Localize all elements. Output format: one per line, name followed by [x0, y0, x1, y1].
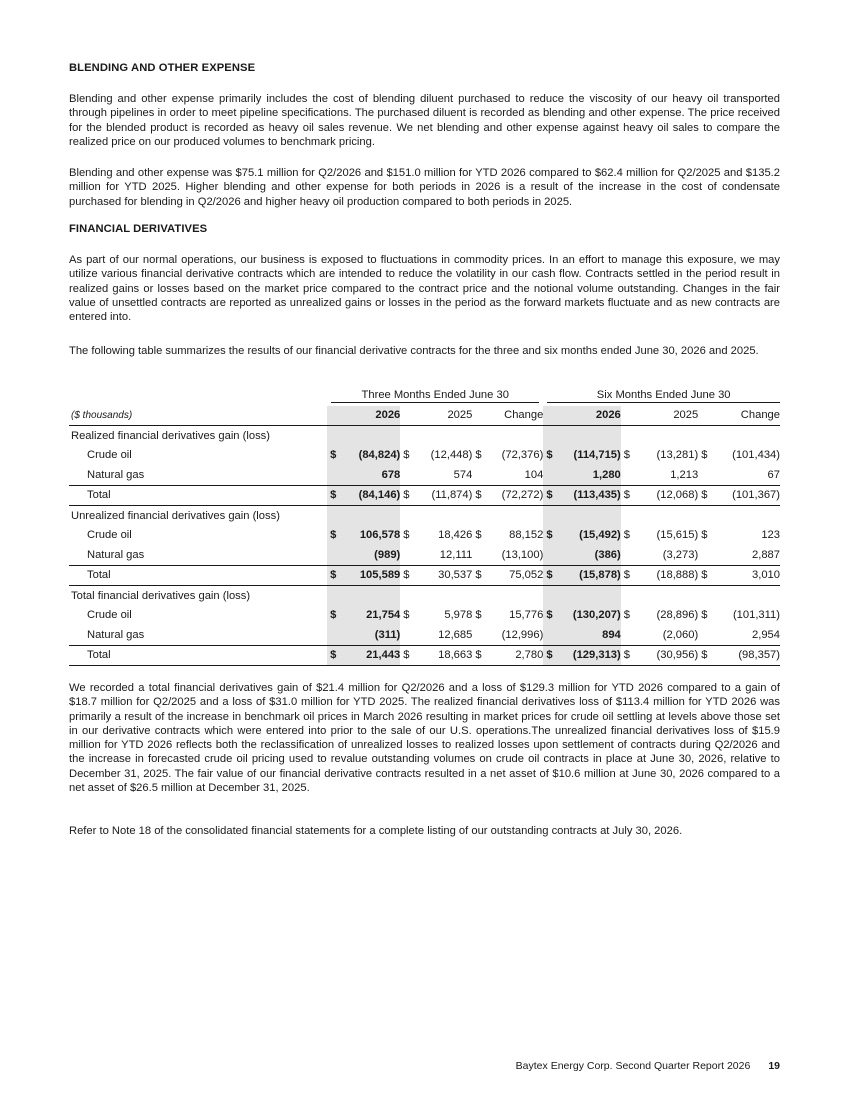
- table-row: [69, 446, 780, 466]
- value-ych: 2,954: [752, 628, 780, 641]
- value-q25: 18,663: [413, 645, 472, 666]
- value-y26: (130,207): [556, 606, 621, 626]
- empty-cell: [472, 506, 485, 526]
- value-q25: (11,874): [413, 485, 472, 506]
- dollar-sign: [327, 625, 340, 645]
- value-q26: (989): [340, 545, 400, 565]
- value-q25: 5,978: [444, 609, 473, 622]
- table-total-row: [69, 565, 780, 586]
- group-title: Unrealized financial derivatives gain (loss): [71, 509, 280, 522]
- shade-cell: [327, 506, 340, 526]
- value-ych: (101,434): [732, 449, 780, 462]
- derivatives-table: [69, 386, 780, 666]
- empty-cell: [698, 586, 711, 606]
- dollar-sign: $: [701, 529, 708, 542]
- shade-cell: [543, 506, 556, 526]
- dollar-sign: $: [475, 609, 482, 622]
- value-ych: (101,367): [711, 485, 780, 506]
- dollar-sign: $: [623, 609, 630, 622]
- value-q25: 12,111: [439, 548, 473, 561]
- empty-cell: [485, 506, 543, 526]
- dollar-sign: $: [623, 449, 630, 462]
- value-q25: 574: [453, 468, 473, 481]
- empty-cell: [413, 506, 472, 526]
- value-y26: (114,715): [556, 446, 621, 466]
- row-label: Total: [69, 645, 327, 666]
- value-q25: (12,448): [430, 449, 473, 462]
- table-row: [69, 606, 780, 626]
- value-y25: 1,213: [670, 468, 699, 481]
- empty-cell: [711, 506, 780, 526]
- value-ych: (101,311): [732, 609, 780, 622]
- value-qch: 15,776: [509, 609, 544, 622]
- value-y25: (28,896): [656, 609, 699, 622]
- dollar-sign: [400, 545, 413, 565]
- value-ych: 2,887: [752, 548, 780, 561]
- paragraph-blending-1: Blending and other expense primarily includes the cost of blending diluent purchased to reduce the viscosity of our heavy oil transported through pipelines in order to meet pipeline specifications. The purchased diluent is recorded as blending and other expense. The price received for the blended product is recorded as heavy oil sales revenue. We net blending and other expense against heavy oil sales to compare the realized price on our produced volumes to benchmark pricing.: [69, 93, 780, 148]
- value-qch: (72,376): [501, 449, 544, 462]
- empty-cell: [400, 426, 413, 446]
- table-row: [69, 465, 780, 485]
- empty-cell: [485, 586, 543, 606]
- dollar-sign: $: [543, 485, 556, 506]
- dollar-sign: $: [543, 526, 556, 546]
- value-y26: (129,313): [556, 645, 621, 666]
- value-ych: (98,357): [711, 645, 780, 666]
- value-y25: (3,273): [662, 548, 699, 561]
- empty-cell: [634, 586, 699, 606]
- units-label: ($ thousands): [69, 406, 327, 426]
- dollar-sign: $: [327, 565, 340, 586]
- dollar-sign: [472, 545, 485, 565]
- empty-cell: [400, 586, 413, 606]
- six-months-header: Six Months Ended June 30: [547, 389, 780, 403]
- value-qch: (72,272): [485, 485, 543, 506]
- col-header-q2025: 2025: [413, 406, 472, 426]
- section-heading-derivatives: FINANCIAL DERIVATIVES: [69, 223, 208, 235]
- dollar-sign: [543, 465, 556, 485]
- value-q26: 21,754: [340, 606, 400, 626]
- dollar-sign: $: [400, 565, 413, 586]
- row-label: Natural gas: [87, 628, 145, 641]
- dollar-sign: [543, 625, 556, 645]
- group-title: Total financial derivatives gain (loss): [71, 589, 251, 602]
- dollar-sign: $: [701, 449, 708, 462]
- dollar-sign: $: [403, 449, 410, 462]
- table-group-title-row: [69, 506, 780, 526]
- dollar-sign: $: [543, 606, 556, 626]
- dollar-sign: [472, 625, 485, 645]
- shade-cell: [340, 586, 400, 606]
- dollar-sign: [698, 465, 711, 485]
- value-q26: 21,443: [340, 645, 400, 666]
- table-total-row: [69, 485, 780, 506]
- dollar-sign: [543, 545, 556, 565]
- dollar-sign: [400, 625, 413, 645]
- value-q25: 12,685: [438, 628, 473, 641]
- value-y26: (15,492): [556, 526, 621, 546]
- value-y25: (15,615): [656, 529, 699, 542]
- empty-cell: [472, 426, 485, 446]
- empty-cell: [634, 506, 699, 526]
- dollar-sign: $: [475, 529, 482, 542]
- table-group-header-row: [69, 386, 780, 406]
- value-q26: (84,824): [340, 446, 400, 466]
- value-ych: 123: [761, 529, 780, 542]
- table-row: [69, 625, 780, 645]
- dollar-sign: $: [327, 606, 340, 626]
- row-label: Natural gas: [87, 548, 145, 561]
- value-ych: 3,010: [711, 565, 780, 586]
- dollar-sign: [698, 625, 711, 645]
- row-label: Natural gas: [87, 468, 145, 481]
- dollar-sign: $: [621, 485, 634, 506]
- value-y26: (113,435): [556, 485, 621, 506]
- dollar-sign: $: [701, 609, 708, 622]
- empty-cell: [621, 586, 634, 606]
- shade-cell: [340, 506, 400, 526]
- empty-cell: [634, 426, 699, 446]
- page-number: 19: [768, 1060, 780, 1072]
- dollar-sign: [698, 545, 711, 565]
- empty-cell: [400, 506, 413, 526]
- dollar-sign: [621, 545, 634, 565]
- table-total-row: [69, 645, 780, 666]
- row-label: Crude oil: [87, 529, 132, 542]
- paragraph-derivatives-1: As part of our normal operations, our business is exposed to fluctuations in commodity prices. In an effort to manage this exposure, we may utilize various financial derivative contracts which are intended to reduce the volatility in our cash flow. Contracts settled in the period result in realized gains or losses based on the market price compared to the contract price and the notional volume outstanding. Changes in the fair value of unsettled contracts are reported as unrealized gains or losses in the period as the forward markets fluctuate and as new contracts are entered into.: [69, 254, 780, 324]
- dollar-sign: $: [621, 645, 634, 666]
- col-header-q2026: 2026: [340, 406, 400, 426]
- table-row: [69, 526, 780, 546]
- value-y25: (13,281): [656, 449, 699, 462]
- dollar-sign: $: [400, 645, 413, 666]
- col-header-y2026: 2026: [556, 406, 621, 426]
- dollar-sign: $: [327, 645, 340, 666]
- page-footer: [516, 1060, 780, 1072]
- dollar-sign: $: [472, 645, 485, 666]
- paragraph-derivatives-4: Refer to Note 18 of the consolidated financial statements for a complete listing of our outstanding contracts at July 30, 2026.: [69, 825, 683, 837]
- dollar-sign: $: [543, 446, 556, 466]
- row-label: Crude oil: [87, 609, 132, 622]
- paragraph-blending-2: Blending and other expense was $75.1 million for Q2/2026 and $151.0 million for YTD 2026 compared to $62.4 million for Q2/2025 and $135.2 million for YTD 2025. Higher blending and other expense for both periods in 2026 is a result of the increase in the cost of condensate purchased for blending in Q2/2026 and higher heavy oil production compared to both periods in 2025.: [69, 167, 780, 208]
- dollar-sign: $: [472, 565, 485, 586]
- value-y26: 894: [556, 625, 621, 645]
- shade-cell: [556, 586, 621, 606]
- dollar-sign: [327, 545, 340, 565]
- col-header-ychange: Change: [711, 406, 780, 426]
- table-column-header-row: [69, 406, 780, 426]
- row-label: Total: [69, 485, 327, 506]
- empty-cell: [413, 586, 472, 606]
- shade-cell: [340, 426, 400, 446]
- dollar-sign: $: [472, 485, 485, 506]
- shade-cell: [556, 426, 621, 446]
- empty-cell: [711, 426, 780, 446]
- empty-cell: [711, 586, 780, 606]
- dollar-sign: $: [698, 565, 711, 586]
- dollar-sign: $: [400, 485, 413, 506]
- empty-cell: [413, 426, 472, 446]
- table-group-title-row: [69, 586, 780, 606]
- value-qch: 75,052: [485, 565, 543, 586]
- value-qch: (12,996): [501, 628, 544, 641]
- dollar-sign: $: [403, 529, 410, 542]
- value-y25: (2,060): [662, 628, 699, 641]
- value-y25: (18,888): [634, 565, 699, 586]
- dollar-sign: $: [623, 529, 630, 542]
- empty-cell: [621, 506, 634, 526]
- value-qch: (13,100): [501, 548, 544, 561]
- empty-cell: [472, 586, 485, 606]
- dollar-sign: $: [621, 565, 634, 586]
- value-qch: 2,780: [485, 645, 543, 666]
- value-q26: (84,146): [340, 485, 400, 506]
- shade-cell: [543, 586, 556, 606]
- value-y26: (386): [556, 545, 621, 565]
- shade-cell: [556, 506, 621, 526]
- dollar-sign: $: [698, 485, 711, 506]
- value-y25: (12,068): [634, 485, 699, 506]
- empty-cell: [698, 506, 711, 526]
- section-heading-blending: BLENDING AND OTHER EXPENSE: [69, 62, 256, 74]
- shade-cell: [327, 586, 340, 606]
- dollar-sign: [621, 625, 634, 645]
- dollar-sign: $: [403, 609, 410, 622]
- value-q25: 30,537: [413, 565, 472, 586]
- value-y26: (15,878): [556, 565, 621, 586]
- dollar-sign: [400, 465, 413, 485]
- three-months-header: Three Months Ended June 30: [331, 389, 539, 403]
- footer-text: Baytex Energy Corp. Second Quarter Report 2026: [515, 1060, 751, 1072]
- dollar-sign: $: [327, 526, 340, 546]
- dollar-sign: $: [698, 645, 711, 666]
- value-ych: 67: [767, 468, 780, 481]
- value-q26: 106,578: [340, 526, 400, 546]
- dollar-sign: $: [543, 565, 556, 586]
- empty-cell: [621, 426, 634, 446]
- row-label: Total: [69, 565, 327, 586]
- value-y26: 1,280: [556, 465, 621, 485]
- dollar-sign: $: [327, 446, 340, 466]
- dollar-sign: $: [327, 485, 340, 506]
- value-q26: 105,589: [340, 565, 400, 586]
- paragraph-derivatives-3: We recorded a total financial derivatives gain of $21.4 million for Q2/2026 and a loss of $129.3 million for YTD 2026 compared to a gain of $18.7 million for Q2/2025 and a loss of $31.0 million for YTD 2025. The realized financial derivatives loss of $113.4 million for YTD 2026 was primarily a result of the increase in benchmark oil prices in March 2026 resulting in market prices for crude oil settling at levels above those set in our derivative contracts which were entered into prior to the sale of our U.S. operations.The unrealized financial derivatives loss of $15.9 million for YTD 2026 reflects both the reclassification of unrealized losses to realized losses upon settlement of contracts during Q2/2026 and the increase in forecasted crude oil pricing used to revalue outstanding volumes on crude oil contracts in place at June 30, 2026, relative to December 31, 2025. The fair value of our financial derivative contracts resulted in a net asset of $10.6 million at June 30, 2026 compared to a net asset of $26.5 million at December 31, 2025.: [69, 682, 780, 795]
- shade-cell: [543, 426, 556, 446]
- group-title: Realized financial derivatives gain (loss): [71, 429, 270, 442]
- shade-cell: [327, 426, 340, 446]
- dollar-sign: $: [475, 449, 482, 462]
- value-qch: 104: [524, 468, 544, 481]
- empty-cell: [485, 426, 543, 446]
- table-group-title-row: [69, 426, 780, 446]
- value-q26: 678: [340, 465, 400, 485]
- value-q26: (311): [340, 625, 400, 645]
- dollar-sign: $: [543, 645, 556, 666]
- dollar-sign: [621, 465, 634, 485]
- col-header-qchange: Change: [485, 406, 543, 426]
- value-y25: (30,956): [634, 645, 699, 666]
- col-header-y2025: 2025: [634, 406, 699, 426]
- empty-cell: [698, 426, 711, 446]
- dollar-sign: [327, 465, 340, 485]
- value-qch: 88,152: [509, 529, 544, 542]
- paragraph-derivatives-2: The following table summarizes the results of our financial derivative contracts for the three and six months ended June 30, 2026 and 2025.: [69, 345, 759, 357]
- row-label: Crude oil: [87, 449, 132, 462]
- dollar-sign: [472, 465, 485, 485]
- table-row: [69, 545, 780, 565]
- value-q25: 18,426: [438, 529, 473, 542]
